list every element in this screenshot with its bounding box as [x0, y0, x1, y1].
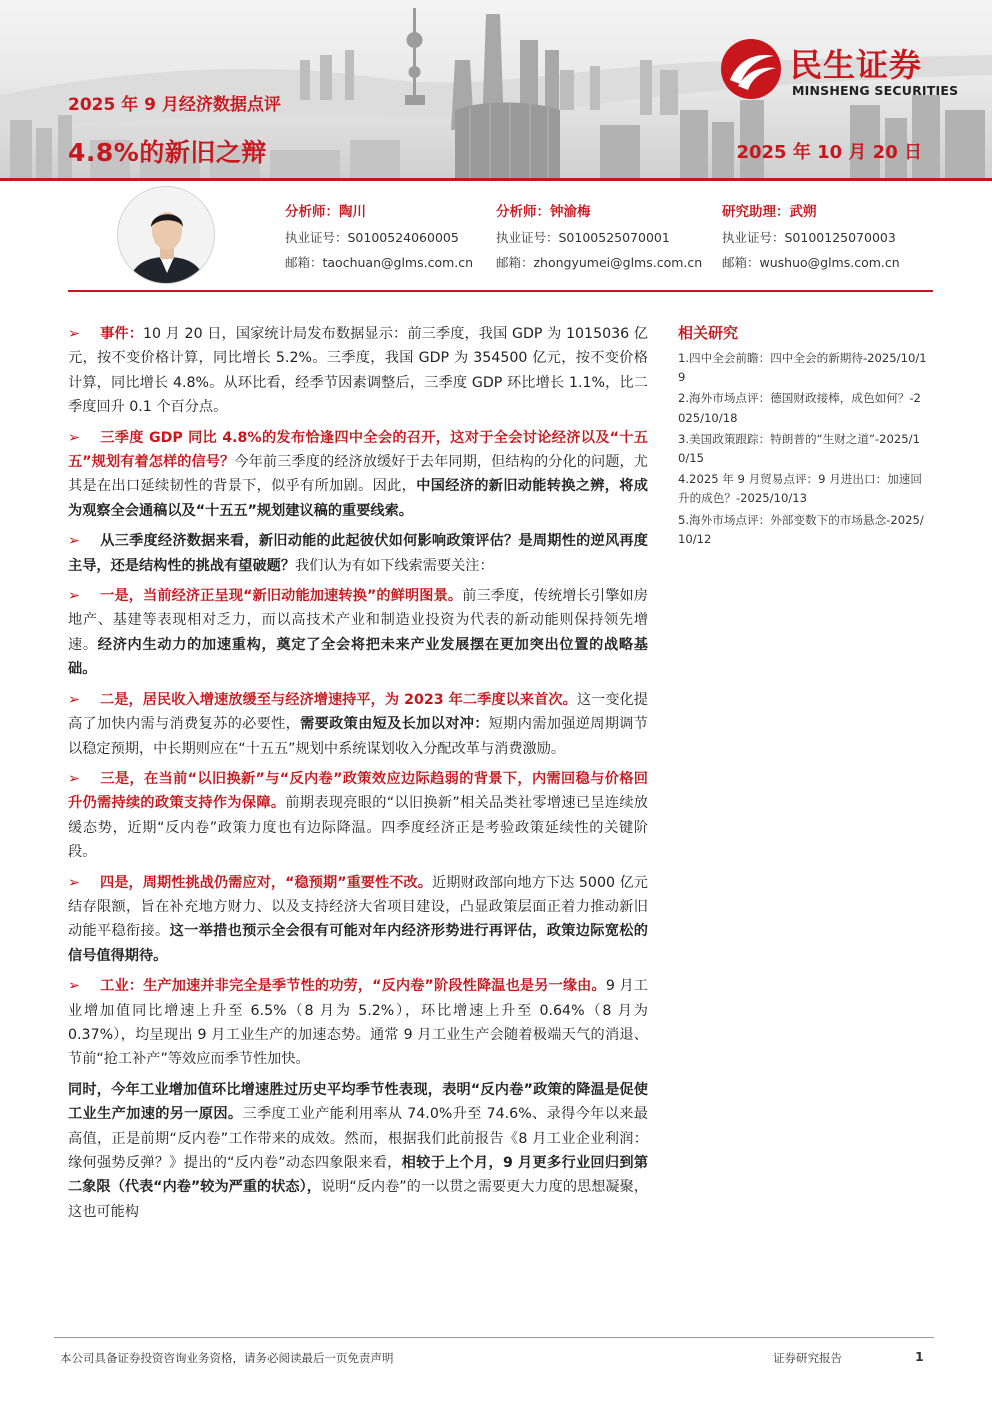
related-research — [678, 322, 928, 551]
bullet-arrow-icon: ➢ — [68, 429, 80, 446]
bullet-arrow-icon: ➢ — [68, 588, 80, 605]
report-date: 2025 年 10 月 20 日 — [736, 142, 922, 163]
analyst-name: 分析师：钟渝梅 — [496, 204, 591, 220]
banner-divider — [0, 178, 992, 181]
logo-chinese-name: 民生证券 — [790, 46, 923, 84]
analyst-email: 邮箱：taochuan@glms.com.cn — [285, 255, 474, 270]
analyst-cert: 执业证号：S0100524060005 — [285, 230, 459, 245]
bullet-arrow-icon: ➢ — [68, 770, 80, 787]
minsheng-logo-icon — [720, 38, 782, 100]
paragraph-industry-detail: 同时，今年工业增加值环比增速胜过历史平均季节性表现，表明“反内卷”政策的降温是促使工业生产加速的另一原因。三季度工业产能利用率从 74.0%升至 74.6%、录得今年以来最高值，正是前期“反内卷”工作带来的成效。然而，根据我们此前报告《8 月工业企业利润：缘何强势反弹？》提出的“反内卷”动态四象限来看，相较于上个月，9 月更多行业回归到第二象限（代表“内卷”较为严重的状态），说明“反内卷”的一以贯之需要更大力度的思想凝聚，这也可能构 — [68, 1081, 649, 1220]
analyst-card-3 — [722, 200, 900, 275]
related-research-item[interactable]: 5.海外市场点评：外部变数下的市场悬念-2025/10/12 — [678, 512, 924, 546]
analyst-name: 研究助理：武朔 — [722, 204, 817, 220]
analyst-divider — [68, 290, 933, 292]
page-number: 1 — [915, 1349, 924, 1364]
analyst-cert: 执业证号：S0100525070001 — [496, 230, 670, 245]
header-banner — [0, 0, 992, 180]
analyst-name: 分析师：陶川 — [285, 204, 366, 220]
related-research-item[interactable]: 4.2025 年 9 月贸易点评：9 月进出口：加速回升的成色？-2025/10/13 — [678, 472, 922, 506]
footer-doc-type: 证券研究报告 — [773, 1351, 842, 1365]
related-research-item[interactable]: 2.海外市场点评：德国财政接棒，成色如何？-2025/10/18 — [678, 391, 921, 425]
paragraph-point-1: ➢ 一是，当前经济正呈现“新旧动能加速转换”的鲜明图景。前三季度，传统增长引擎如房地产、基建等表现相对乏力，而以高技术产业和制造业投资为代表的新动能则保持领先增速。经济内生动力的加速重构，奠定了全会将把未来产业发展摆在更加突出位置的战略基础。 — [68, 584, 648, 682]
paragraph-point-4: ➢ 四是，周期性挑战仍需应对，“稳预期”重要性不改。近期财政部向地方下达 5000 亿元结存限额，旨在补充地方财力、以及支持经济大省项目建设，凸显政策层面正着力推动新旧动能平稳衔接。这一举措也预示全会很有可能对年内经济形势进行再评估，政策边际宽松的信号值得期待。 — [68, 871, 648, 969]
analyst-email: 邮箱：wushuo@glms.com.cn — [722, 255, 900, 270]
report-title: 4.8%的新旧之辩 — [68, 138, 267, 167]
paragraph-gdp-signal: ➢ 三季度 GDP 同比 4.8%的发布恰逢四中全会的召开，这对于全会讨论经济以及“十五五”规划有着怎样的信号？今年前三季度的经济放缓好于去年同期，但结构的分化的问题，尤其是在出口延续韧性的背景下，似乎有所加剧。因此，中国经济的新旧动能转换之辨，将成为观察全会通稿以及“十五五”规划建议稿的重要线索。 — [68, 426, 648, 524]
bullet-arrow-icon: ➢ — [68, 978, 80, 995]
bullet-arrow-icon: ➢ — [68, 326, 80, 342]
paragraph-policy-question: ➢ 从三季度经济数据来看，新旧动能的此起彼伏如何影响政策评估？是周期性的逆风再度主导，还是结构性的挑战有望破题？我们认为有如下线索需要关注： — [68, 529, 648, 578]
company-logo — [720, 38, 970, 100]
bullet-arrow-icon: ➢ — [68, 691, 80, 708]
paragraph-industry: ➢ 工业：生产加速并非完全是季节性的功劳，“反内卷”阶段性降温也是另一缘由。9 月工业增加值同比增速上升至 6.5%（8 月为 5.2%），环比增速上升至 0.64%（8 月为 0.37%），均呈现出 9 月工业生产的加速态势。通常 9 月工业生产会随着极端天气的消退、节前“抢工补产”等效应而季节性加快。 — [68, 974, 648, 1072]
related-research-title: 相关研究 — [678, 324, 739, 342]
paragraph-event: ➢ 事件：10 月 20 日，国家统计局发布数据显示：前三季度，我国 GDP 为 1015036 亿元，按不变价格计算，同比增长 5.2%。三季度，我国 GDP 为 354500 亿元，按不变价格计算，同比增长 4.8%。从环比看，经季节因素调整后，三季度 GDP 环比增长 1.1%，比二季度回升 0.1 个百分点。 — [68, 322, 648, 420]
footer-disclaimer: 本公司具备证券投资咨询业务资格，请务必阅读最后一页免责声明 — [60, 1351, 394, 1365]
analyst-email: 邮箱：zhongyumei@glms.com.cn — [496, 255, 703, 270]
related-research-item[interactable]: 3.美国政策跟踪：特朗普的“生财之道”-2025/10/15 — [678, 431, 920, 466]
analyst-photo — [117, 186, 215, 284]
bullet-arrow-icon: ➢ — [68, 874, 80, 891]
related-research-list — [678, 349, 928, 549]
report-type: 2025 年 9 月经济数据点评 — [68, 95, 281, 115]
footer-divider — [54, 1337, 934, 1338]
bullet-arrow-icon: ➢ — [68, 533, 80, 550]
logo-english-name: MINSHENG SECURITIES — [792, 83, 959, 98]
paragraph-point-3: ➢ 三是，在当前“以旧换新”与“反内卷”政策效应边际趋弱的背景下，内需回稳与价格回升仍需持续的政策支持作为保障。前期表现亮眼的“以旧换新”相关品类社零增速已呈连续放缓态势，近期“反内卷”政策力度也有边际降温。四季度经济正是考验政策延续性的关键阶段。 — [68, 767, 648, 865]
paragraph-point-2: ➢ 二是，居民收入增速放缓至与经济增速持平，为 2023 年二季度以来首次。这一变化提高了加快内需与消费复苏的必要性，需要政策由短及长加以对冲：短期内需加强逆周期调节以稳定预期，中长期则应在“十五五”规划中系统谋划收入分配改革与消费激励。 — [68, 688, 648, 761]
related-research-item[interactable]: 1.四中全会前瞻：四中全会的新期待-2025/10/19 — [678, 351, 927, 385]
analyst-cert: 执业证号：S0100125070003 — [722, 230, 896, 245]
analyst-card-2 — [496, 200, 702, 275]
analyst-card-1 — [285, 200, 473, 275]
report-body — [68, 322, 648, 1230]
